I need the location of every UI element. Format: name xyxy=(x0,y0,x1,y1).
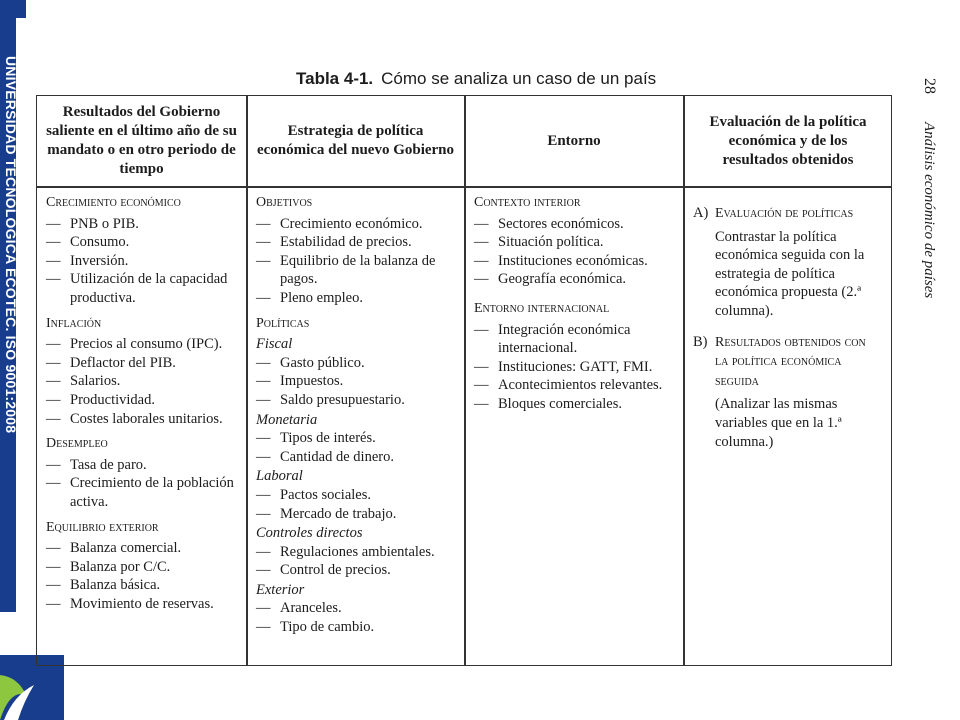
list-item: — Deflactor del PIB. xyxy=(46,354,242,373)
list-item: — Balanza por C/C. xyxy=(46,558,242,577)
table-title-text: Cómo se analiza un caso de un país xyxy=(381,69,657,88)
list-item: — Crecimiento de la población activa. xyxy=(46,474,242,511)
col-2-strategy xyxy=(256,194,458,637)
header-col-1: Resultados del Gobierno saliente en el último año de su mandato o en otro periodo de tiempo xyxy=(46,104,237,177)
list-item: — Acontecimientos relevantes. xyxy=(474,376,678,395)
list-item: — Mercado de trabajo. xyxy=(256,505,458,524)
col-3-environment xyxy=(474,194,678,414)
list-item: — Costes laborales unitarios. xyxy=(46,410,242,429)
list-item: — Movimiento de reservas. xyxy=(46,595,242,614)
list-item: — Balanza básica. xyxy=(46,576,242,595)
subsection-heading: Controles directos xyxy=(256,525,363,542)
list-item: — Instituciones: GATT, FMI. xyxy=(474,358,678,377)
list-item: — Pactos sociales. xyxy=(256,486,458,505)
list-item: — Regulaciones ambientales. xyxy=(256,543,458,562)
list-item: — Pleno empleo. xyxy=(256,289,458,308)
list-item: — Bloques comerciales. xyxy=(474,395,678,414)
list-item: — Control de precios. xyxy=(256,561,458,580)
section-heading: Entorno internacional xyxy=(474,300,610,316)
logo-swoosh-icon xyxy=(0,655,40,720)
analysis-table xyxy=(36,95,892,666)
list-item: — Geografía económica. xyxy=(474,270,678,289)
section-heading: Políticas xyxy=(256,315,310,331)
section-heading: Equilibrio exterior xyxy=(46,519,159,535)
subsection-heading: Monetaria xyxy=(256,411,318,428)
section-heading: Objetivos xyxy=(256,195,313,210)
header-col-3: Entorno xyxy=(547,132,601,149)
list-item: — Salarios. xyxy=(46,372,242,391)
evaluation-a-heading xyxy=(693,204,881,224)
evaluation-a-text: Contrastar la política económica seguida con la estrategia de política económica propuesta (2.ª columna). xyxy=(715,228,865,319)
list-item: — Sectores económicos. xyxy=(474,215,678,234)
list-item: — Instituciones económicas. xyxy=(474,252,678,271)
evaluation-b-heading xyxy=(693,333,881,392)
table-title xyxy=(296,69,656,89)
running-head: Análisis económico de países xyxy=(921,122,937,299)
section-heading: Crecimiento económico xyxy=(46,195,181,210)
evaluation-b-title: Resultados obtenidos con la política económica seguida xyxy=(715,334,866,389)
list-item: — Utilización de la capacidad productiva. xyxy=(46,270,242,307)
list-item: — Consumo. xyxy=(46,233,242,252)
institution-label: UNIVERSIDAD TECNOLÓGICA ECOTEC. ISO 9001:2008 xyxy=(3,56,19,434)
col-4-evaluation xyxy=(693,204,881,451)
list-item: — Equilibrio de la balanza de pagos. xyxy=(256,252,458,289)
list-item: — Aranceles. xyxy=(256,599,458,618)
header-divider xyxy=(37,186,891,188)
list-item: — Crecimiento económico. xyxy=(256,215,458,234)
header-col-4: Evaluación de la política económica y de los resultados obtenidos xyxy=(709,113,867,168)
subsection-heading: Fiscal xyxy=(256,336,293,353)
table-title-label: Tabla 4-1. xyxy=(296,69,374,88)
list-item: — PNB o PIB. xyxy=(46,215,242,234)
list-item: — Impuestos. xyxy=(256,372,458,391)
page-number: 28 xyxy=(921,78,938,94)
list-item: — Tipo de cambio. xyxy=(256,618,458,637)
subsection-heading: Exterior xyxy=(256,581,305,598)
list-item: — Tasa de paro. xyxy=(46,456,242,475)
col-1-results xyxy=(46,194,242,613)
list-item: — Gasto público. xyxy=(256,354,458,373)
list-item: — Cantidad de dinero. xyxy=(256,448,458,467)
list-item: — Balanza comercial. xyxy=(46,539,242,558)
section-heading: Desempleo xyxy=(46,436,108,452)
section-heading: Inflación xyxy=(46,315,102,331)
list-item: — Integración económica internacional. xyxy=(474,321,678,358)
subsection-heading: Laboral xyxy=(256,468,303,485)
side-band xyxy=(0,0,19,612)
evaluation-a-label: A) xyxy=(693,205,709,221)
list-item: — Tipos de interés. xyxy=(256,429,458,448)
list-item: — Inversión. xyxy=(46,252,242,271)
header-col-2: Estrategia de política económica del nuevo Gobierno xyxy=(256,123,455,158)
list-item: — Saldo presupuestario. xyxy=(256,391,458,410)
evaluation-b-label: B) xyxy=(693,333,708,350)
list-item: — Situación política. xyxy=(474,233,678,252)
evaluation-b-text: (Analizar las mismas variables que en la 1.ª columna.) xyxy=(715,396,842,450)
list-item: — Productividad. xyxy=(46,391,242,410)
list-item: — Precios al consumo (IPC). xyxy=(46,335,242,354)
side-band-top xyxy=(16,0,26,18)
evaluation-a-title: Evaluación de políticas xyxy=(715,206,854,221)
list-item: — Estabilidad de precios. xyxy=(256,233,458,252)
section-heading: Contexto interior xyxy=(474,195,581,210)
